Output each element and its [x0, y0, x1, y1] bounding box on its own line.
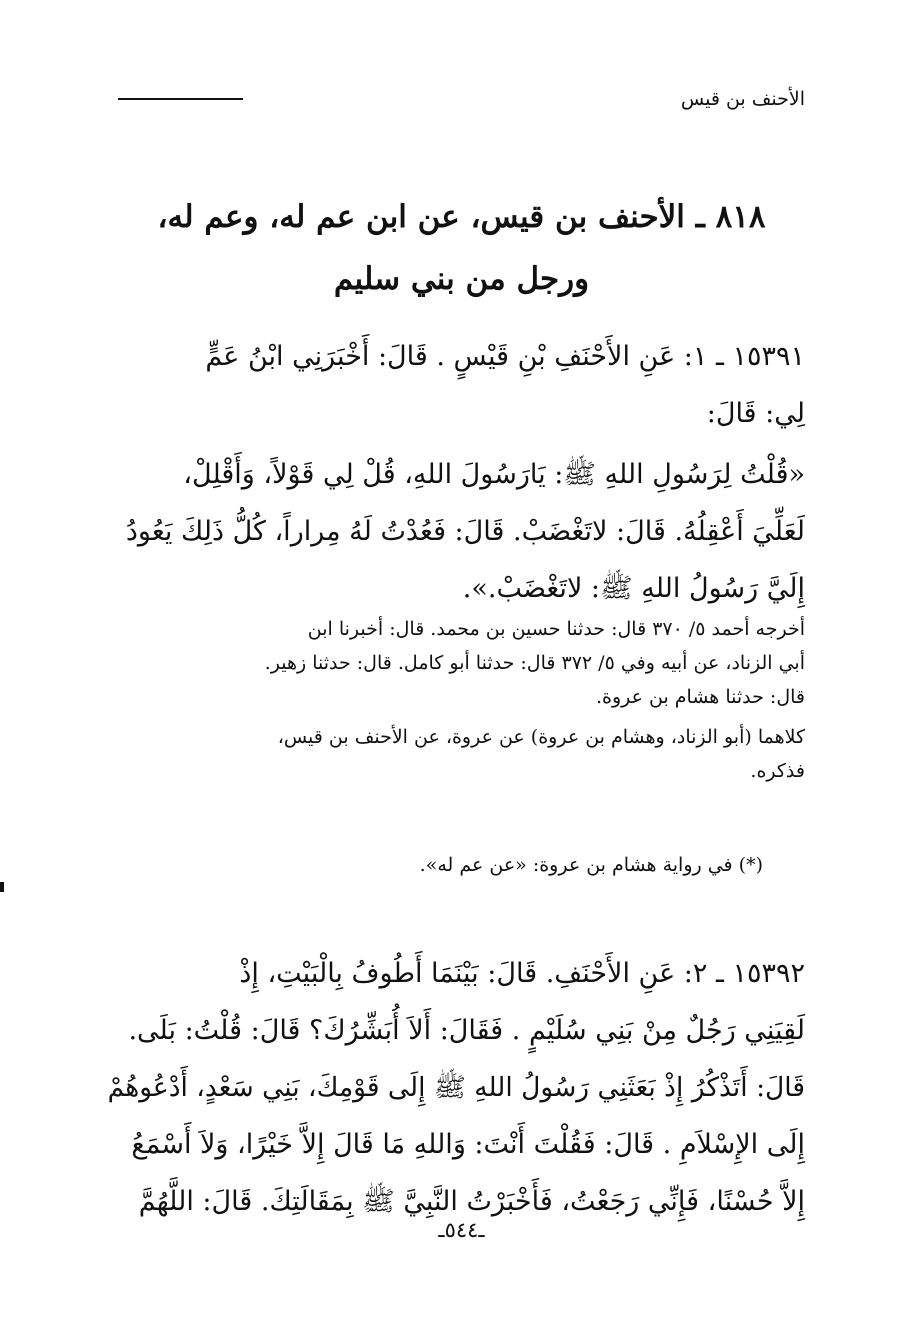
text-line: لَقِيَنِي رَجُلٌ مِنْ بَنِي سُلَيْمٍ . فَقَالَ: أَلاَ أُبَشِّرُكَ؟ قَالَ: قُلْتُ: بَلَى. [128, 1015, 805, 1046]
header-rule [118, 98, 243, 100]
note-line: أبي الزناد، عن أبيه وفي ٥/ ٣٧٢ قال: حدثنا أبو كامل. قال: حدثنا زهير. [264, 652, 805, 674]
hadith-15391-intro [100, 328, 805, 442]
note-line: فذكره. [750, 760, 805, 782]
running-title: الأحنف بن قيس [680, 88, 805, 110]
text-line: إِلاَّ حُسْنًا، فَإِنِّي رَجَعْتُ، فَأَخْبَرْتُ النَّبِيَّ ﷺ بِمَقَالَتِكَ. قَالَ: اللَّهُمَّ [138, 1186, 805, 1217]
hadith-15392 [100, 945, 805, 1230]
hadith-15391-quote [100, 446, 805, 617]
note-line: قال: حدثنا هشام بن عروة. [595, 686, 805, 708]
text-line: لِي: قَالَ: [706, 398, 805, 429]
scan-edge-mark [0, 882, 4, 892]
chapter-heading-line-2: ورجل من بني سليم [333, 261, 590, 297]
text-line: ١٥٣٩١ ـ ١: عَنِ الأَحْنَفِ بْنِ قَيْسٍ . قَالَ: أَخْبَرَنِي ابْنُ عَمٍّ [205, 341, 805, 372]
text-line: ١٥٣٩٢ ـ ٢: عَنِ الأَحْنَفِ. قَالَ: بَيْنَمَا أَطُوفُ بِالْبَيْتِ، إِذْ [239, 958, 805, 989]
footnote: (*) في رواية هشام بن عروة: «عن عم له». [419, 854, 763, 876]
text-line: «قُلْتُ لِرَسُولِ اللهِ ﷺ: يَارَسُولَ اللهِ، قُلْ لِي قَوْلاً، وَأَقْلِلْ، [183, 459, 805, 490]
text-line: لَعَلِّيَ أَعْقِلُهُ. قَالَ: لاتَغْضَبْ. قَالَ: فَعُدْتُ لَهُ مِراراً، كُلُّ ذَلِكَ يَعُودُ [125, 516, 805, 547]
text-line: إِلَى الإِسْلاَمِ . قَالَ: فَقُلْتَ أَنْتَ: وَاللهِ مَا قَالَ إِلاَّ خَيْرًا، وَلاَ أَسْمَعُ [131, 1129, 805, 1160]
page-number: ـ٥٤٤ـ [438, 1218, 485, 1242]
text-line: إِلَيَّ رَسُولُ اللهِ ﷺ: لاتَغْضَبْ.». [462, 573, 805, 604]
takhrij-notes [100, 612, 805, 788]
chapter-heading-line-1: ٨١٨ ـ الأحنف بن قيس، عن ابن عم له، وعم له، [157, 199, 766, 235]
note-line: أخرجه أحمد ٥/ ٣٧٠ قال: حدثنا حسين بن محمد. قال: أخبرنا ابن [307, 618, 805, 640]
chapter-heading [100, 186, 823, 310]
running-header [118, 88, 805, 122]
note-line: كلاهما (أبو الزناد، وهشام بن عروة) عن عروة، عن الأحنف بن قيس، [277, 726, 805, 748]
text-line: قَالَ: أَتَذْكُرُ إِذْ بَعَثَنِي رَسُولُ اللهِ ﷺ إِلَى قَوْمِكَ، بَنِي سَعْدٍ، أَدْعُوهُمْ [107, 1072, 805, 1103]
